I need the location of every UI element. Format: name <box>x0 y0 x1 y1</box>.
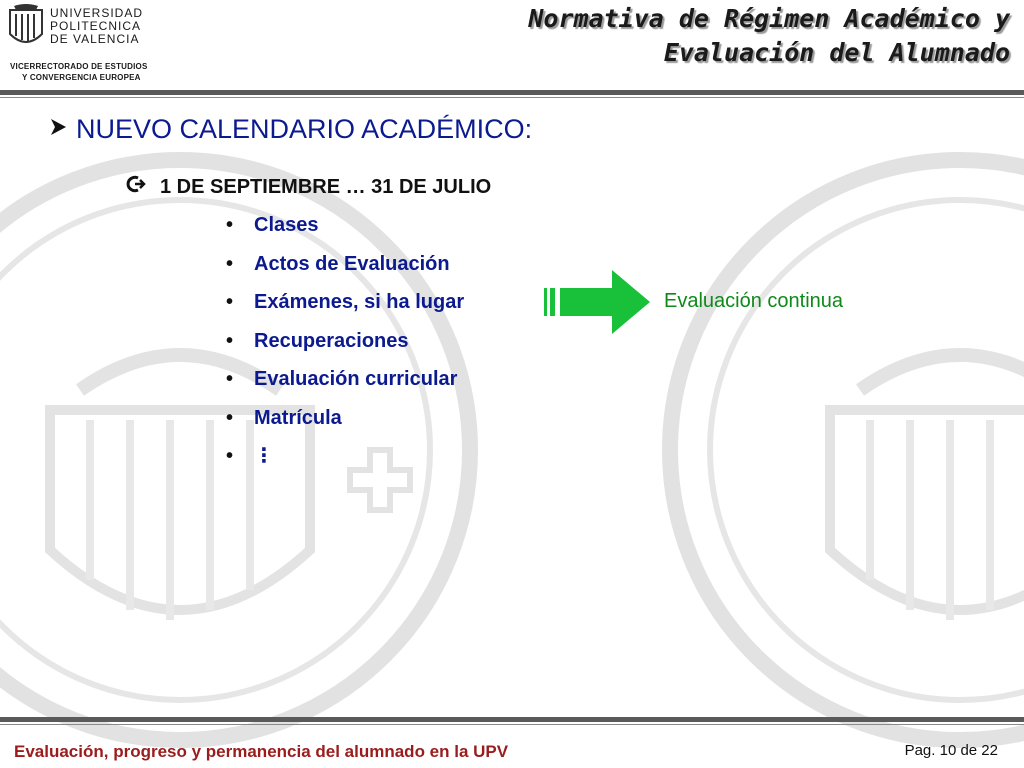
bullet-icon: • <box>226 445 234 467</box>
logo-text-line: POLITECNICA <box>50 19 142 33</box>
calendar-items-list <box>224 210 464 480</box>
striped-right-arrow-icon <box>540 268 652 336</box>
list-item <box>224 287 464 326</box>
slide-title <box>310 2 1010 70</box>
slide-title-line: Normativa de Régimen Académico y <box>528 4 1010 33</box>
logo-subtext-line: Y CONVERGENCIA EUROPEA <box>22 73 141 82</box>
logo-subtext-line: VICERRECTORADO DE ESTUDIOS <box>10 62 148 71</box>
university-logo <box>6 4 146 90</box>
list-item <box>224 326 464 365</box>
list-item-label: Actos de Evaluación <box>254 252 450 275</box>
bullet-icon: • <box>226 291 234 313</box>
crest-icon <box>6 4 46 52</box>
list-item <box>224 210 464 249</box>
bullet-icon: • <box>226 252 234 275</box>
bullet-icon: • <box>226 406 234 429</box>
logo-text-line: DE VALENCIA <box>50 32 140 46</box>
list-item-label: Clases <box>254 214 319 236</box>
bullet-icon: • <box>226 329 234 352</box>
continuous-evaluation-label: Evaluación continua <box>664 290 844 312</box>
slide-title-line: Evaluación del Alumnado <box>663 38 1010 67</box>
logo-text-line: UNIVERSIDAD <box>50 6 144 20</box>
list-item-label: Exámenes, si ha lugar <box>254 291 465 313</box>
footer-divider <box>0 717 1024 722</box>
date-range-heading <box>126 175 491 199</box>
curved-arrow-bullet-icon <box>126 175 160 199</box>
section-heading <box>48 114 532 145</box>
arrowhead-bullet-icon <box>48 114 76 145</box>
header-divider-thin <box>0 97 1024 98</box>
section-heading-text: NUEVO CALENDARIO ACADÉMICO: <box>76 114 533 144</box>
list-item <box>224 364 464 403</box>
date-range-text: 1 DE SEPTIEMBRE … 31 DE JULIO <box>160 176 492 198</box>
list-item-label: Recuperaciones <box>254 329 409 352</box>
list-item <box>224 249 464 288</box>
footer-divider-thin <box>0 724 1024 725</box>
page-number: Pag. 10 de 22 <box>904 742 998 759</box>
list-item <box>224 403 464 442</box>
bullet-icon: • <box>226 368 234 390</box>
list-item-label: ⋮ <box>254 445 274 467</box>
list-item-label: Matrícula <box>254 406 342 429</box>
watermark-seal-right <box>660 150 1024 750</box>
header-divider <box>0 90 1024 95</box>
list-item-label: Evaluación curricular <box>254 368 458 390</box>
footer-title: Evaluación, progreso y permanencia del alumnado en la UPV <box>14 742 509 761</box>
list-item <box>224 441 464 480</box>
bullet-icon: • <box>226 214 234 236</box>
